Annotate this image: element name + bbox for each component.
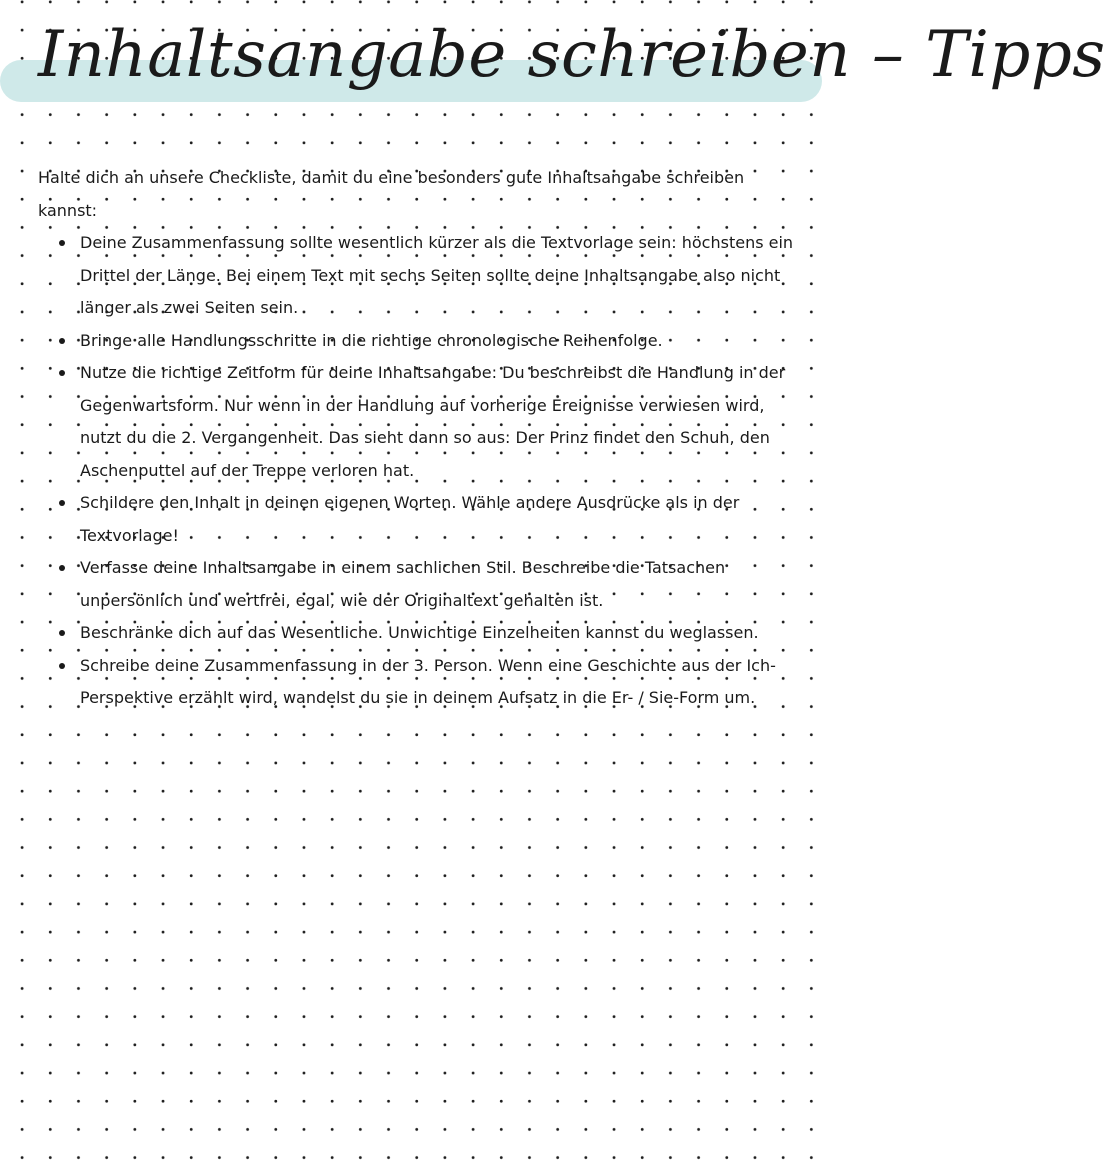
tips-list [38, 227, 798, 715]
tip-item: Beschränke dich auf das Wesentliche. Unwichtige Einzelheiten kannst du weglassen. [80, 617, 798, 650]
intro-text: Halte dich an unsere Checkliste, damit du eine besonders gute Inhaltsangabe schreiben kannst: [38, 168, 745, 220]
content-block [38, 162, 798, 715]
tip-item: Schildere den Inhalt in deinen eigenen Worten. Wähle andere Ausdrücke als in der Textvorlage! [80, 487, 798, 552]
tip-item: Bringe alle Handlungsschritte in die richtige chronologische Reihenfolge. [80, 325, 798, 358]
tip-item: Deine Zusammenfassung sollte wesentlich kürzer als die Textvorlage sein: höchstens ein Drittel der Länge. Bei einem Text mit sechs Seiten sollte deine Inhaltsangabe also nicht länger als zwei Seiten sein. [80, 227, 798, 325]
tip-item: Nutze die richtige Zeitform für deine Inhaltsangabe: Du beschreibst die Handlung in der Gegenwartsform. Nur wenn in der Handlung auf vorherige Ereignisse verwiesen wird, nutzt du die 2. Vergangenheit. Das sieht dann so aus: Der Prinz findet den Schuh, den Aschenputtel auf der Treppe verloren hat. [80, 357, 798, 487]
tip-item: Verfasse deine Inhaltsangabe in einem sachlichen Stil. Beschreibe die Tatsachen unpersönlich und wertfrei, egal, wie der Originaltext gehalten ist. [80, 552, 798, 617]
page-title: Inhaltsangabe schreiben – Tipps [38, 18, 1106, 92]
tip-item: Schreibe deine Zusammenfassung in der 3. Person. Wenn eine Geschichte aus der Ich-Perspektive erzählt wird, wandelst du sie in deinem Aufsatz in die Er- / Sie-Form um. [80, 650, 798, 715]
